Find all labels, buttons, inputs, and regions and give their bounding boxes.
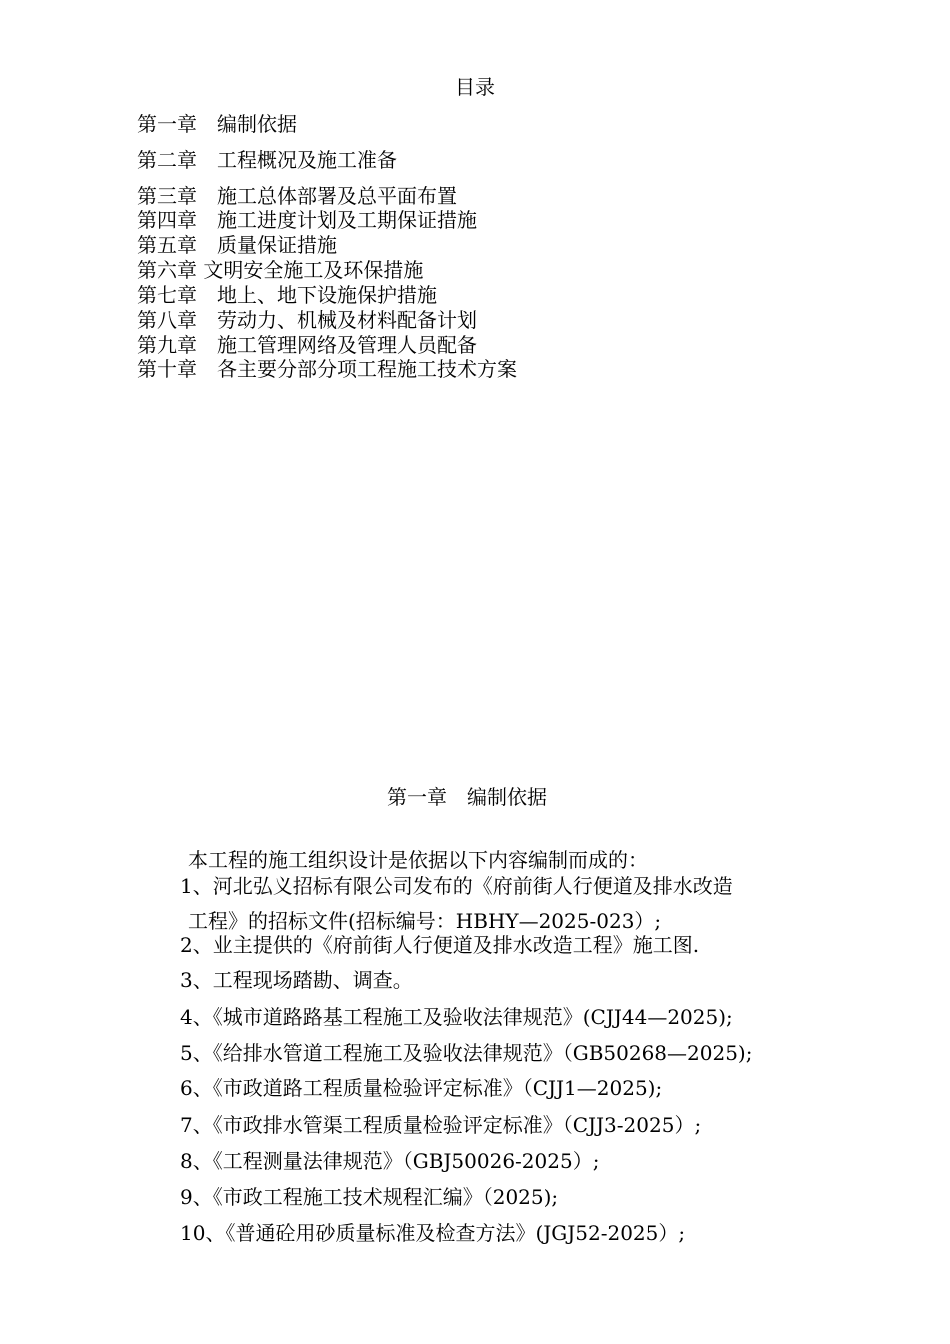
basis-item-2: 2、业主提供的《府前街人行便道及排水改造工程》施工图. [180, 933, 700, 957]
toc-item-4: 第四章 施工进度计划及工期保证措施 [137, 208, 477, 232]
toc-title: 目录 [455, 75, 495, 99]
basis-item-9: 9、《市政工程施工技术规程汇编》（2025); [180, 1185, 559, 1209]
toc-item-10: 第十章 各主要分部分项工程施工技术方案 [137, 357, 517, 381]
basis-item-1: 1、河北弘义招标有限公司发布的《府前街人行便道及排水改造 [180, 874, 733, 898]
toc-item-3: 第三章 施工总体部署及总平面布置 [137, 184, 457, 208]
basis-item-7: 7、《市政排水管渠工程质量检验评定标准》（CJJ3-2025）; [180, 1113, 702, 1137]
basis-item-4: 4、《城市道路路基工程施工及验收法律规范》(CJJ44—2025); [180, 1005, 733, 1029]
basis-item-3: 3、工程现场踏勘、调查。 [180, 968, 413, 992]
toc-item-6: 第六章 文明安全施工及环保措施 [137, 258, 424, 282]
basis-item-5: 5、《给排水管道工程施工及验收法律规范》（GB50268—2025); [180, 1041, 753, 1065]
toc-item-5: 第五章 质量保证措施 [137, 233, 337, 257]
chapter-heading: 第一章 编制依据 [387, 785, 547, 809]
toc-item-7: 第七章 地上、地下设施保护措施 [137, 283, 437, 307]
toc-item-9: 第九章 施工管理网络及管理人员配备 [137, 333, 477, 357]
basis-item-6: 6、《市政道路工程质量检验评定标准》（CJJ1—2025); [180, 1076, 663, 1100]
basis-item-10: 10、《普通砼用砂质量标准及检查方法》(JGJ52-2025）; [180, 1221, 686, 1245]
toc-item-1: 第一章 编制依据 [137, 112, 297, 136]
basis-item-1-cont: 工程》的招标文件(招标编号：HBHY—2025-023）; [188, 909, 662, 933]
intro-paragraph: 本工程的施工组织设计是依据以下内容编制而成的： [188, 848, 648, 872]
basis-item-8: 8、《工程测量法律规范》（GBJ50026-2025）; [180, 1149, 600, 1173]
toc-item-2: 第二章 工程概况及施工准备 [137, 148, 397, 172]
toc-item-8: 第八章 劳动力、机械及材料配备计划 [137, 308, 477, 332]
